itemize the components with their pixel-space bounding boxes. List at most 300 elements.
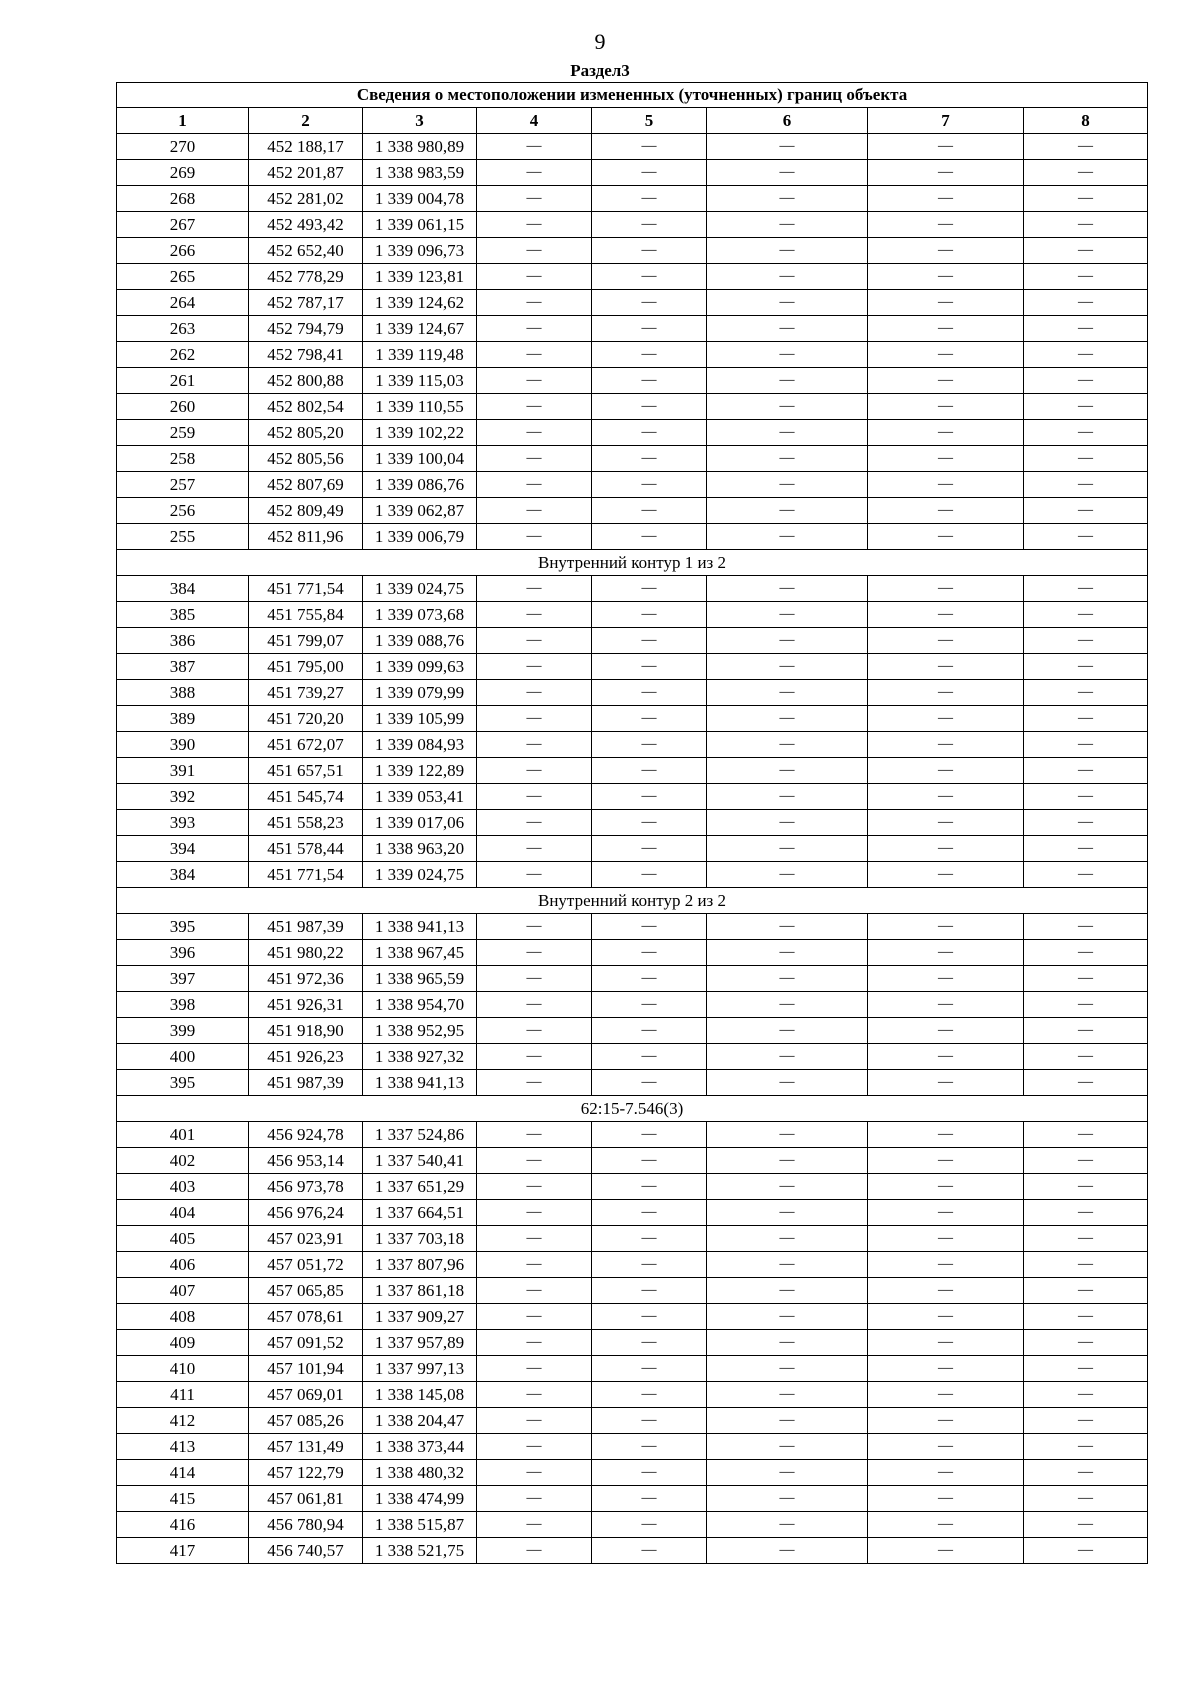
empty-value-cell: — [868,1382,1024,1408]
empty-value-cell: — [477,680,592,706]
point-number-cell: 270 [117,134,249,160]
point-number-cell: 413 [117,1434,249,1460]
empty-value-cell: — [707,732,868,758]
table-row [117,706,1148,732]
table-row [117,316,1148,342]
empty-value-cell: — [477,992,592,1018]
empty-value-cell: — [868,134,1024,160]
empty-value-cell: — [707,1278,868,1304]
empty-value-cell: — [592,1278,707,1304]
y-coordinate-cell: 1 339 088,76 [363,628,477,654]
point-number-cell: 390 [117,732,249,758]
y-coordinate-cell: 1 338 963,20 [363,836,477,862]
empty-value-cell: — [707,758,868,784]
y-coordinate-cell: 1 339 006,79 [363,524,477,550]
point-number-cell: 395 [117,914,249,940]
x-coordinate-cell: 452 805,56 [249,446,363,472]
empty-value-cell: — [592,1330,707,1356]
y-coordinate-cell: 1 338 927,32 [363,1044,477,1070]
empty-value-cell: — [707,368,868,394]
table-body [117,134,1148,1564]
empty-value-cell: — [868,576,1024,602]
x-coordinate-cell: 452 787,17 [249,290,363,316]
x-coordinate-cell: 452 778,29 [249,264,363,290]
table-row [117,1148,1148,1174]
table-row [117,1070,1148,1096]
empty-value-cell: — [1024,940,1148,966]
x-coordinate-cell: 456 953,14 [249,1148,363,1174]
empty-value-cell: — [707,160,868,186]
empty-value-cell: — [707,1408,868,1434]
point-number-cell: 385 [117,602,249,628]
point-number-cell: 264 [117,290,249,316]
y-coordinate-cell: 1 339 115,03 [363,368,477,394]
x-coordinate-cell: 457 131,49 [249,1434,363,1460]
empty-value-cell: — [477,1200,592,1226]
y-coordinate-cell: 1 337 997,13 [363,1356,477,1382]
x-coordinate-cell: 452 805,20 [249,420,363,446]
x-coordinate-cell: 451 672,07 [249,732,363,758]
empty-value-cell: — [1024,1486,1148,1512]
empty-value-cell: — [868,1356,1024,1382]
table-row [117,576,1148,602]
empty-value-cell: — [868,1200,1024,1226]
y-coordinate-cell: 1 337 540,41 [363,1148,477,1174]
x-coordinate-cell: 451 755,84 [249,602,363,628]
table-row [117,186,1148,212]
empty-value-cell: — [1024,1382,1148,1408]
empty-value-cell: — [707,1356,868,1382]
x-coordinate-cell: 456 976,24 [249,1200,363,1226]
table-row [117,836,1148,862]
section-title: Раздел3 [570,61,630,80]
y-coordinate-cell: 1 338 952,95 [363,1018,477,1044]
contour-group-row [117,550,1148,576]
y-coordinate-cell: 1 339 024,75 [363,576,477,602]
empty-value-cell: — [592,316,707,342]
column-header: 7 [868,108,1024,134]
table-row [117,498,1148,524]
empty-value-cell: — [707,914,868,940]
column-header: 6 [707,108,868,134]
x-coordinate-cell: 457 085,26 [249,1408,363,1434]
table-row [117,1538,1148,1564]
empty-value-cell: — [868,1018,1024,1044]
empty-value-cell: — [868,1122,1024,1148]
table-row [117,862,1148,888]
empty-value-cell: — [477,1174,592,1200]
y-coordinate-cell: 1 338 515,87 [363,1512,477,1538]
empty-value-cell: — [1024,914,1148,940]
coordinates-table [116,82,1148,1564]
empty-value-cell: — [707,472,868,498]
table-row [117,602,1148,628]
y-coordinate-cell: 1 339 122,89 [363,758,477,784]
x-coordinate-cell: 457 051,72 [249,1252,363,1278]
empty-value-cell: — [1024,1018,1148,1044]
empty-value-cell: — [707,1044,868,1070]
empty-value-cell: — [1024,134,1148,160]
point-number-cell: 404 [117,1200,249,1226]
x-coordinate-cell: 451 739,27 [249,680,363,706]
table-row [117,1174,1148,1200]
empty-value-cell: — [477,966,592,992]
point-number-cell: 398 [117,992,249,1018]
empty-value-cell: — [1024,706,1148,732]
empty-value-cell: — [1024,1044,1148,1070]
empty-value-cell: — [707,1538,868,1564]
empty-value-cell: — [592,1538,707,1564]
y-coordinate-cell: 1 339 053,41 [363,784,477,810]
empty-value-cell: — [592,1070,707,1096]
point-number-cell: 414 [117,1460,249,1486]
empty-value-cell: — [707,654,868,680]
point-number-cell: 384 [117,862,249,888]
point-number-cell: 388 [117,680,249,706]
table-row [117,914,1148,940]
x-coordinate-cell: 457 061,81 [249,1486,363,1512]
table-row [117,654,1148,680]
table-row [117,212,1148,238]
point-number-cell: 268 [117,186,249,212]
y-coordinate-cell: 1 339 073,68 [363,602,477,628]
empty-value-cell: — [592,1304,707,1330]
y-coordinate-cell: 1 339 062,87 [363,498,477,524]
empty-value-cell: — [1024,1148,1148,1174]
contour-group-label: Внутренний контур 2 из 2 [117,888,1148,914]
y-coordinate-cell: 1 338 967,45 [363,940,477,966]
empty-value-cell: — [707,420,868,446]
x-coordinate-cell: 451 578,44 [249,836,363,862]
point-number-cell: 387 [117,654,249,680]
empty-value-cell: — [1024,394,1148,420]
empty-value-cell: — [707,1382,868,1408]
empty-value-cell: — [868,966,1024,992]
y-coordinate-cell: 1 339 102,22 [363,420,477,446]
table-row [117,628,1148,654]
y-coordinate-cell: 1 338 980,89 [363,134,477,160]
empty-value-cell: — [477,420,592,446]
y-coordinate-cell: 1 339 124,67 [363,316,477,342]
empty-value-cell: — [868,524,1024,550]
empty-value-cell: — [592,784,707,810]
table-row [117,368,1148,394]
x-coordinate-cell: 451 545,74 [249,784,363,810]
empty-value-cell: — [707,134,868,160]
point-number-cell: 411 [117,1382,249,1408]
table-row [117,394,1148,420]
empty-value-cell: — [707,680,868,706]
empty-value-cell: — [707,1148,868,1174]
table-row [117,992,1148,1018]
table-title: Сведения о местоположении измененных (уточненных) границ объекта [117,83,1148,108]
point-number-cell: 260 [117,394,249,420]
empty-value-cell: — [868,368,1024,394]
empty-value-cell: — [868,394,1024,420]
y-coordinate-cell: 1 338 145,08 [363,1382,477,1408]
empty-value-cell: — [707,836,868,862]
point-number-cell: 266 [117,238,249,264]
x-coordinate-cell: 452 798,41 [249,342,363,368]
x-coordinate-cell: 451 657,51 [249,758,363,784]
x-coordinate-cell: 452 652,40 [249,238,363,264]
point-number-cell: 402 [117,1148,249,1174]
point-number-cell: 410 [117,1356,249,1382]
empty-value-cell: — [868,1148,1024,1174]
empty-value-cell: — [592,654,707,680]
empty-value-cell: — [868,1304,1024,1330]
column-header: 4 [477,108,592,134]
empty-value-cell: — [477,1148,592,1174]
table-row [117,1304,1148,1330]
empty-value-cell: — [1024,810,1148,836]
x-coordinate-cell: 456 973,78 [249,1174,363,1200]
contour-group-label: 62:15-7.546(3) [117,1096,1148,1122]
empty-value-cell: — [592,186,707,212]
point-number-cell: 395 [117,1070,249,1096]
empty-value-cell: — [477,368,592,394]
table-row [117,524,1148,550]
empty-value-cell: — [592,1226,707,1252]
empty-value-cell: — [707,1174,868,1200]
empty-value-cell: — [868,836,1024,862]
x-coordinate-cell: 457 091,52 [249,1330,363,1356]
empty-value-cell: — [592,1382,707,1408]
empty-value-cell: — [1024,836,1148,862]
empty-value-cell: — [707,1434,868,1460]
empty-value-cell: — [1024,1122,1148,1148]
x-coordinate-cell: 451 918,90 [249,1018,363,1044]
point-number-cell: 396 [117,940,249,966]
point-number-cell: 265 [117,264,249,290]
empty-value-cell: — [477,940,592,966]
empty-value-cell: — [1024,316,1148,342]
empty-value-cell: — [477,758,592,784]
empty-value-cell: — [707,446,868,472]
point-number-cell: 394 [117,836,249,862]
x-coordinate-cell: 451 771,54 [249,862,363,888]
empty-value-cell: — [707,1330,868,1356]
empty-value-cell: — [1024,212,1148,238]
empty-value-cell: — [1024,758,1148,784]
empty-value-cell: — [592,238,707,264]
y-coordinate-cell: 1 338 941,13 [363,1070,477,1096]
y-coordinate-cell: 1 339 099,63 [363,654,477,680]
point-number-cell: 417 [117,1538,249,1564]
point-number-cell: 415 [117,1486,249,1512]
empty-value-cell: — [477,212,592,238]
empty-value-cell: — [592,732,707,758]
empty-value-cell: — [477,784,592,810]
empty-value-cell: — [477,602,592,628]
empty-value-cell: — [477,446,592,472]
empty-value-cell: — [868,1512,1024,1538]
table-row [117,1330,1148,1356]
y-coordinate-cell: 1 337 957,89 [363,1330,477,1356]
y-coordinate-cell: 1 339 110,55 [363,394,477,420]
empty-value-cell: — [477,1252,592,1278]
empty-value-cell: — [592,862,707,888]
empty-value-cell: — [868,342,1024,368]
x-coordinate-cell: 451 972,36 [249,966,363,992]
empty-value-cell: — [868,1070,1024,1096]
point-number-cell: 386 [117,628,249,654]
empty-value-cell: — [868,862,1024,888]
table-header [117,83,1148,134]
empty-value-cell: — [477,238,592,264]
empty-value-cell: — [592,914,707,940]
empty-value-cell: — [477,524,592,550]
empty-value-cell: — [477,1122,592,1148]
column-header-row [117,108,1148,134]
empty-value-cell: — [1024,1200,1148,1226]
empty-value-cell: — [592,758,707,784]
x-coordinate-cell: 451 795,00 [249,654,363,680]
empty-value-cell: — [592,264,707,290]
column-header: 5 [592,108,707,134]
empty-value-cell: — [477,1408,592,1434]
empty-value-cell: — [868,1226,1024,1252]
y-coordinate-cell: 1 338 204,47 [363,1408,477,1434]
empty-value-cell: — [868,628,1024,654]
y-coordinate-cell: 1 338 521,75 [363,1538,477,1564]
empty-value-cell: — [592,1018,707,1044]
y-coordinate-cell: 1 338 965,59 [363,966,477,992]
empty-value-cell: — [592,1044,707,1070]
table-row [117,1278,1148,1304]
empty-value-cell: — [477,316,592,342]
empty-value-cell: — [868,680,1024,706]
empty-value-cell: — [477,1070,592,1096]
empty-value-cell: — [477,134,592,160]
empty-value-cell: — [707,342,868,368]
empty-value-cell: — [1024,1512,1148,1538]
point-number-cell: 397 [117,966,249,992]
empty-value-cell: — [1024,1538,1148,1564]
empty-value-cell: — [1024,186,1148,212]
empty-value-cell: — [707,1460,868,1486]
empty-value-cell: — [1024,784,1148,810]
point-number-cell: 261 [117,368,249,394]
y-coordinate-cell: 1 337 909,27 [363,1304,477,1330]
empty-value-cell: — [477,1018,592,1044]
empty-value-cell: — [477,1382,592,1408]
column-header: 3 [363,108,477,134]
empty-value-cell: — [592,706,707,732]
point-number-cell: 393 [117,810,249,836]
column-header: 2 [249,108,363,134]
column-header: 1 [117,108,249,134]
empty-value-cell: — [707,238,868,264]
empty-value-cell: — [1024,420,1148,446]
x-coordinate-cell: 456 924,78 [249,1122,363,1148]
empty-value-cell: — [592,810,707,836]
empty-value-cell: — [1024,472,1148,498]
empty-value-cell: — [1024,862,1148,888]
x-coordinate-cell: 457 101,94 [249,1356,363,1382]
empty-value-cell: — [868,758,1024,784]
empty-value-cell: — [1024,680,1148,706]
empty-value-cell: — [868,446,1024,472]
x-coordinate-cell: 451 720,20 [249,706,363,732]
y-coordinate-cell: 1 338 941,13 [363,914,477,940]
empty-value-cell: — [707,498,868,524]
x-coordinate-cell: 451 926,31 [249,992,363,1018]
empty-value-cell: — [707,862,868,888]
empty-value-cell: — [707,1226,868,1252]
table-row [117,1434,1148,1460]
empty-value-cell: — [477,472,592,498]
point-number-cell: 258 [117,446,249,472]
empty-value-cell: — [1024,1070,1148,1096]
y-coordinate-cell: 1 337 664,51 [363,1200,477,1226]
empty-value-cell: — [707,212,868,238]
empty-value-cell: — [477,1538,592,1564]
empty-value-cell: — [868,316,1024,342]
empty-value-cell: — [707,706,868,732]
x-coordinate-cell: 457 069,01 [249,1382,363,1408]
point-number-cell: 408 [117,1304,249,1330]
x-coordinate-cell: 452 201,87 [249,160,363,186]
empty-value-cell: — [592,472,707,498]
point-number-cell: 407 [117,1278,249,1304]
y-coordinate-cell: 1 338 474,99 [363,1486,477,1512]
empty-value-cell: — [1024,1408,1148,1434]
table-row [117,446,1148,472]
table-row [117,1486,1148,1512]
empty-value-cell: — [1024,966,1148,992]
table-row [117,1226,1148,1252]
table-row [117,966,1148,992]
empty-value-cell: — [1024,1330,1148,1356]
point-number-cell: 392 [117,784,249,810]
point-number-cell: 400 [117,1044,249,1070]
table-row [117,1512,1148,1538]
empty-value-cell: — [707,290,868,316]
empty-value-cell: — [477,1044,592,1070]
point-number-cell: 409 [117,1330,249,1356]
empty-value-cell: — [707,1070,868,1096]
x-coordinate-cell: 456 780,94 [249,1512,363,1538]
empty-value-cell: — [1024,602,1148,628]
empty-value-cell: — [868,290,1024,316]
empty-value-cell: — [477,1486,592,1512]
table-row [117,1408,1148,1434]
y-coordinate-cell: 1 339 105,99 [363,706,477,732]
empty-value-cell: — [592,602,707,628]
y-coordinate-cell: 1 339 061,15 [363,212,477,238]
x-coordinate-cell: 456 740,57 [249,1538,363,1564]
y-coordinate-cell: 1 337 703,18 [363,1226,477,1252]
x-coordinate-cell: 452 811,96 [249,524,363,550]
y-coordinate-cell: 1 339 004,78 [363,186,477,212]
empty-value-cell: — [1024,732,1148,758]
table-row [117,160,1148,186]
empty-value-cell: — [868,420,1024,446]
empty-value-cell: — [477,1330,592,1356]
empty-value-cell: — [477,264,592,290]
empty-value-cell: — [868,498,1024,524]
table-row [117,1018,1148,1044]
empty-value-cell: — [1024,1356,1148,1382]
point-number-cell: 389 [117,706,249,732]
x-coordinate-cell: 451 987,39 [249,914,363,940]
empty-value-cell: — [707,1486,868,1512]
point-number-cell: 403 [117,1174,249,1200]
y-coordinate-cell: 1 339 024,75 [363,862,477,888]
contour-group-row [117,1096,1148,1122]
empty-value-cell: — [707,1200,868,1226]
